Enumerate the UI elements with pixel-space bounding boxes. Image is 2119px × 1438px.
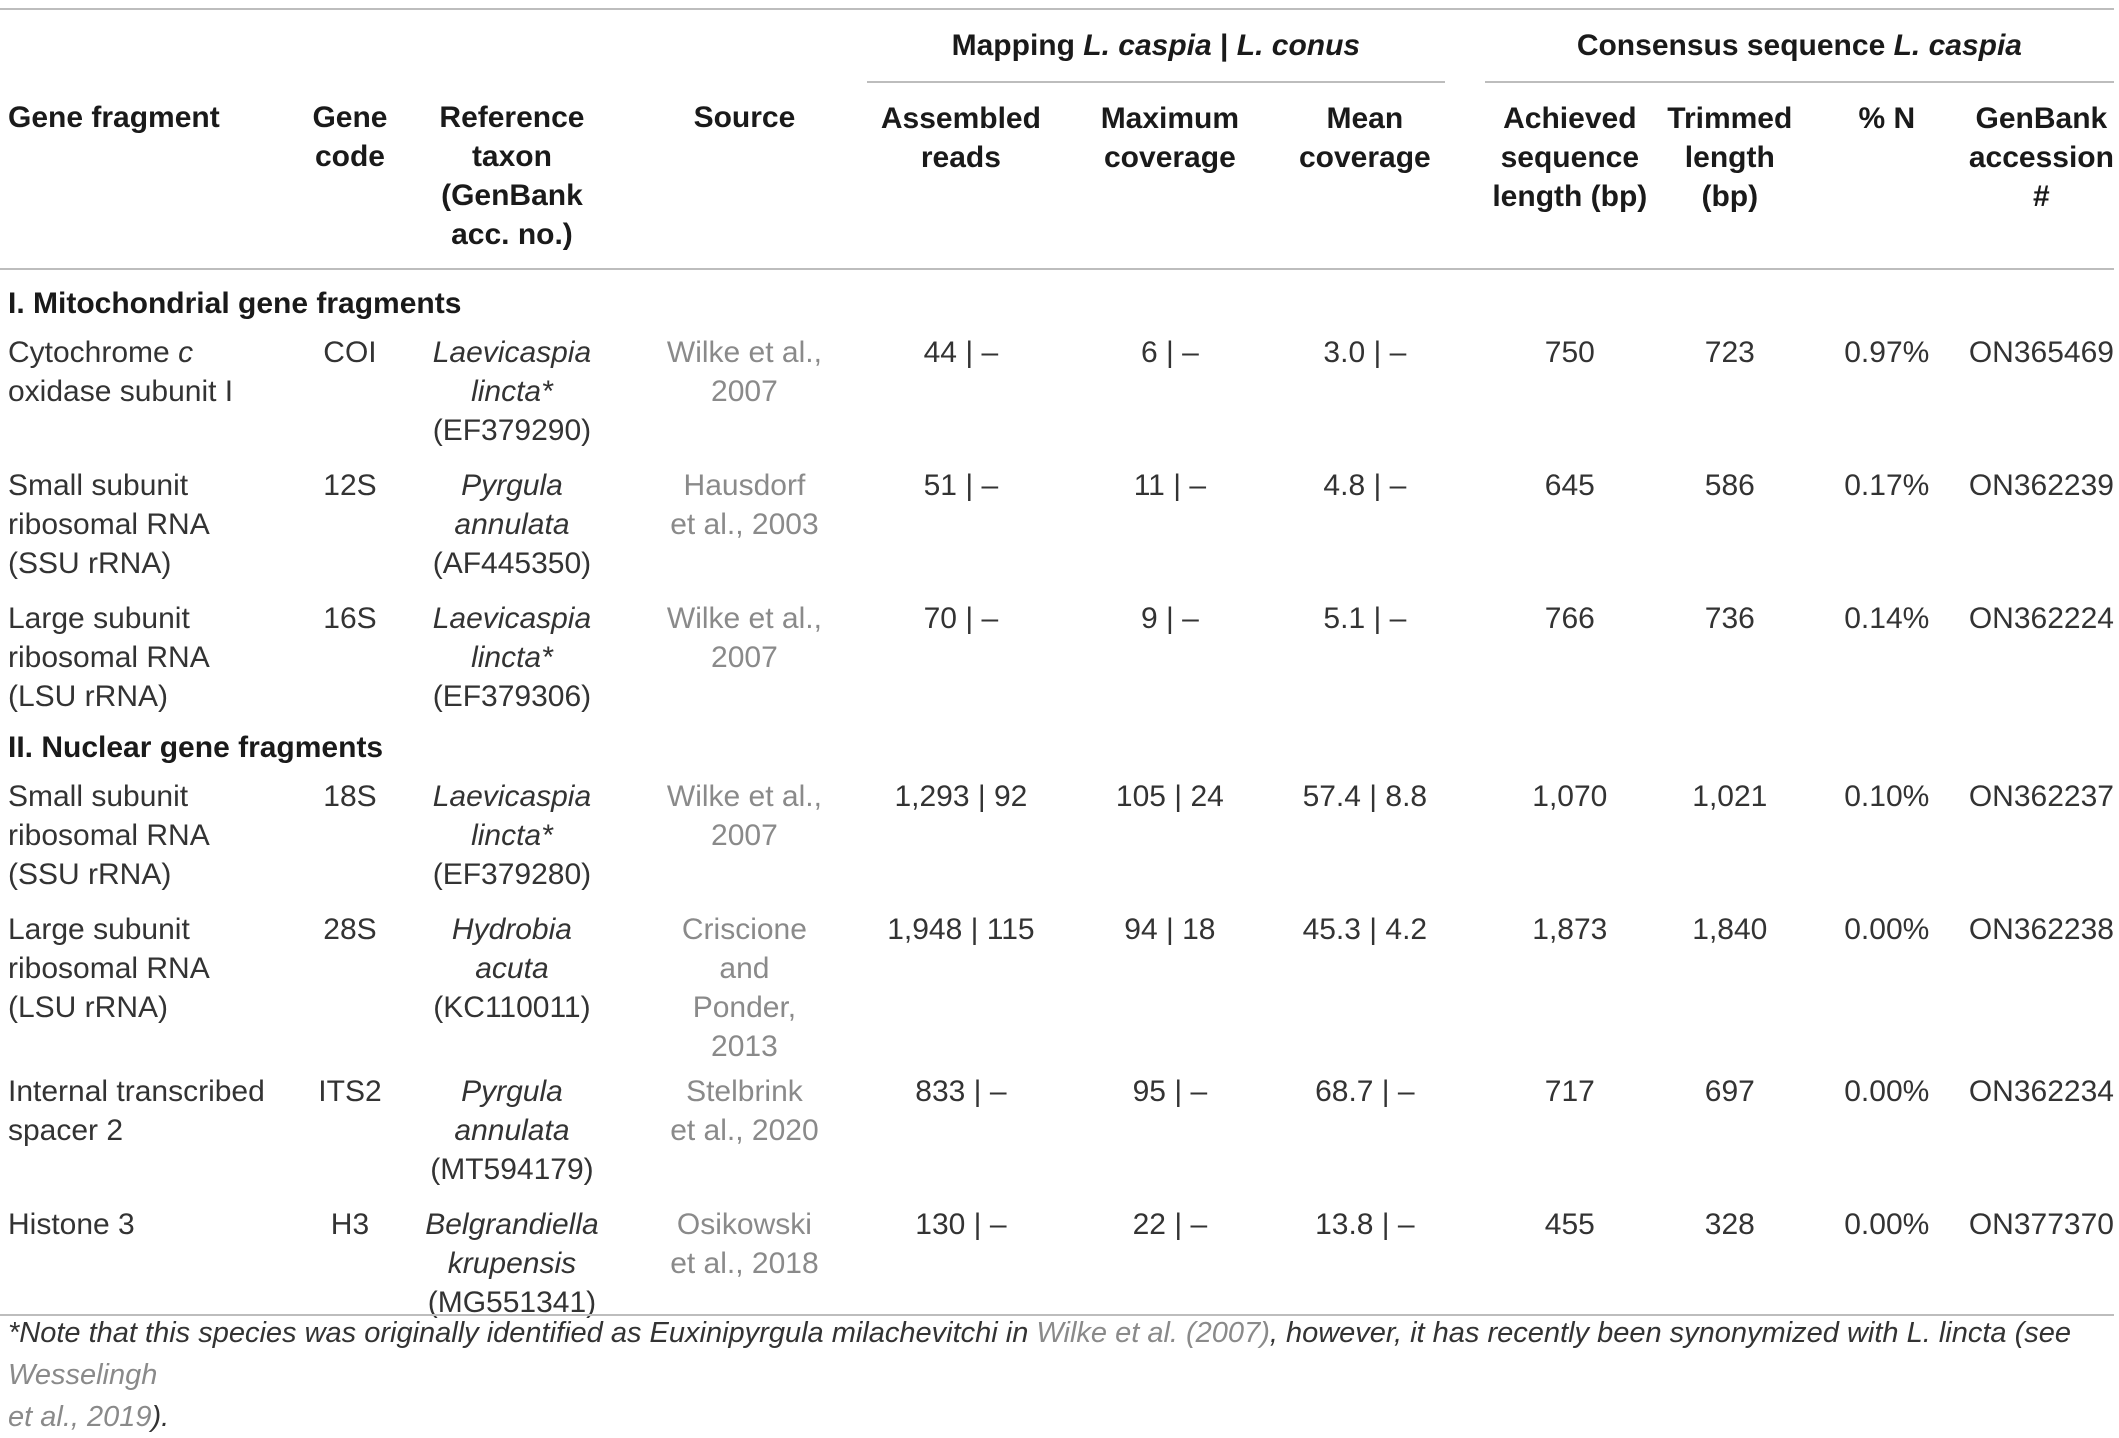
cell-mean-coverage: 13.8 | – [1315,1208,1415,1241]
cell-genbank-accession: ON377370 [1968,1208,2114,1241]
cell-trimmed-length: 1,021 [1692,780,1768,813]
cell-assembled-reads: 70 | – [923,602,999,635]
cell-genbank-accession: ON362224 [1968,602,2114,635]
cell-percent-n: 0.14% [1844,602,1930,635]
cell-source-link[interactable]: Wilke et al., 2007 [666,336,822,408]
spacer-cell [1445,1066,1485,1199]
table-row [0,460,2114,593]
cell-source-link[interactable]: Criscione and Ponder, 2013 [681,913,807,1063]
cell-maximum-coverage: 95 | – [1132,1075,1208,1108]
cell-mean-coverage: 3.0 | – [1323,336,1407,369]
cell-genbank-accession: ON365469 [1968,336,2114,369]
cell-gene-code: 12S [323,469,377,502]
mapping-species-2: L. conus [1236,29,1361,62]
section-title: II. Nuclear gene fragments [8,731,384,764]
cell-gene-fragment: Small subunit ribosomal RNA (SSU rRNA) [8,469,210,580]
cell-reference-taxon: Laevicaspia lincta* (EF379290) [432,336,592,447]
table-row [0,1066,2114,1199]
cell-maximum-coverage: 9 | – [1140,602,1199,635]
header-column-row [0,82,2114,269]
cell-assembled-reads: 833 | – [915,1075,1007,1108]
col-gene-code: Gene code [298,82,402,269]
consensus-prefix: Consensus sequence [1576,29,1894,62]
header-group-row [0,9,2114,82]
col-trimmed-length: Trimmed length (bp) [1655,82,1805,269]
cell-assembled-reads: 1,948 | 115 [887,913,1035,946]
cell-achieved-length: 750 [1544,336,1595,369]
footnote: *Note that this species was originally identified as Euxinipyrgula milachevitchi in Wilke et al. (2007), however, it has recently been synonymized with L. lincta (see Wesselingh et al., 2019). [8,1317,2071,1433]
footnote-link-wesselingh-year[interactable]: et al., 2019 [8,1401,152,1433]
cell-reference-taxon: Pyrgula annulata (AF445350) [432,469,592,580]
cell-assembled-reads: 51 | – [923,469,999,502]
table-row [0,771,2114,904]
section-row-mitochondrial [0,269,2114,327]
cell-percent-n: 0.10% [1844,780,1930,813]
cell-source-link[interactable]: Wilke et al., 2007 [666,602,822,674]
section-title: I. Mitochondrial gene fragments [8,287,462,320]
cell-achieved-length: 645 [1544,469,1595,502]
cell-gene-code: ITS2 [318,1075,382,1108]
col-gene-fragment: Gene fragment [0,82,298,269]
mapping-species-1: L. caspia [1083,29,1212,62]
spacer-cell [1445,771,1485,904]
cell-achieved-length: 455 [1544,1208,1595,1241]
cell-trimmed-length: 723 [1704,336,1755,369]
cell-assembled-reads: 130 | – [915,1208,1007,1241]
cell-gene-fragment: Large subunit ribosomal RNA (LSU rRNA) [8,913,210,1024]
mapping-prefix: Mapping [951,29,1084,62]
cell-percent-n: 0.00% [1844,913,1930,946]
cell-genbank-accession: ON362238 [1968,913,2114,946]
cell-gene-code: 16S [323,602,377,635]
cell-reference-taxon: Hydrobia acuta (KC110011) [433,913,591,1024]
col-genbank-accession: GenBank accession # [1969,82,2114,269]
cell-genbank-accession: ON362239 [1968,469,2114,502]
cell-mean-coverage: 57.4 | 8.8 [1302,780,1428,813]
cell-gene-code: H3 [330,1208,370,1241]
cell-achieved-length: 717 [1544,1075,1595,1108]
mapping-sep: | [1211,29,1237,62]
col-source: Source [622,82,867,269]
cell-reference-taxon: Laevicaspia lincta* (EF379280) [432,780,592,891]
table-row [0,593,2114,726]
section-row-nuclear [0,726,2114,771]
cell-trimmed-length: 586 [1704,469,1755,502]
col-assembled-reads: Assembled reads [867,82,1055,269]
cell-maximum-coverage: 94 | 18 [1124,913,1216,946]
cell-achieved-length: 1,070 [1532,780,1608,813]
footnote-link-wilke[interactable]: Wilke et al. (2007) [1036,1317,1270,1349]
cell-gene-fragment: Cytochrome c oxidase subunit I [8,336,234,408]
table-row [0,904,2114,1066]
cell-source-link[interactable]: Wilke et al., 2007 [666,780,822,852]
cell-mean-coverage: 45.3 | 4.2 [1302,913,1428,946]
table-body [0,269,2114,1332]
consensus-species: L. caspia [1893,29,2022,62]
cell-genbank-accession: ON362237 [1968,780,2114,813]
col-maximum-coverage: Maximum coverage [1055,82,1285,269]
cell-achieved-length: 1,873 [1532,913,1608,946]
cell-maximum-coverage: 11 | – [1133,469,1207,502]
cell-maximum-coverage: 22 | – [1132,1208,1208,1241]
cell-reference-taxon: Laevicaspia lincta* (EF379306) [432,602,592,713]
cell-reference-taxon: Pyrgula annulata (MT594179) [430,1075,594,1186]
col-percent-n: % N [1805,82,1969,269]
consensus-group-header [1485,9,2114,82]
cell-trimmed-length: 736 [1704,602,1755,635]
spacer-cell [1445,327,1485,460]
cell-percent-n: 0.17% [1844,469,1930,502]
cell-maximum-coverage: 6 | – [1140,336,1199,369]
cell-percent-n: 0.00% [1844,1208,1930,1241]
cell-achieved-length: 766 [1544,602,1595,635]
cell-percent-n: 0.97% [1844,336,1930,369]
spacer-cell [1445,904,1485,1066]
cell-genbank-accession: ON362234 [1968,1075,2114,1108]
cell-trimmed-length: 328 [1704,1208,1755,1241]
col-achieved-length: Achieved sequence length (bp) [1485,82,1655,269]
cell-gene-code: 18S [323,780,377,813]
cell-gene-code: COI [323,336,377,369]
cell-gene-fragment: Histone 3 [8,1208,135,1241]
cell-gene-fragment: Internal transcribed spacer 2 [8,1075,265,1147]
cell-mean-coverage: 5.1 | – [1323,602,1407,635]
col-reference-taxon: Reference taxon (GenBank acc. no.) [402,82,622,269]
cell-trimmed-length: 1,840 [1692,913,1768,946]
table-row [0,327,2114,460]
mapping-group-header [867,9,1445,82]
cell-gene-fragment: Large subunit ribosomal RNA (LSU rRNA) [8,602,210,713]
cell-source-link[interactable]: Stelbrink et al., 2020 [670,1075,819,1147]
cell-mean-coverage: 4.8 | – [1323,469,1407,502]
cell-mean-coverage: 68.7 | – [1315,1075,1415,1108]
cell-source-link[interactable]: Osikowski et al., 2018 [670,1208,819,1280]
cell-maximum-coverage: 105 | 24 [1115,780,1224,813]
col-mean-coverage: Mean coverage [1285,82,1445,269]
cell-gene-fragment: Small subunit ribosomal RNA (SSU rRNA) [8,780,210,891]
cell-source-link[interactable]: Hausdorf et al., 2003 [670,469,819,541]
cell-percent-n: 0.00% [1844,1075,1930,1108]
footnote-link-wesselingh[interactable]: Wesselingh [8,1359,158,1391]
spacer-cell [1445,460,1485,593]
data-table [0,8,2114,1332]
cell-assembled-reads: 1,293 | 92 [894,780,1028,813]
spacer-cell [1445,593,1485,726]
cell-gene-code: 28S [323,913,377,946]
cell-reference-taxon: Belgrandiella krupensis (MG551341) [425,1208,599,1319]
cell-assembled-reads: 44 | – [923,336,999,369]
cell-trimmed-length: 697 [1704,1075,1755,1108]
